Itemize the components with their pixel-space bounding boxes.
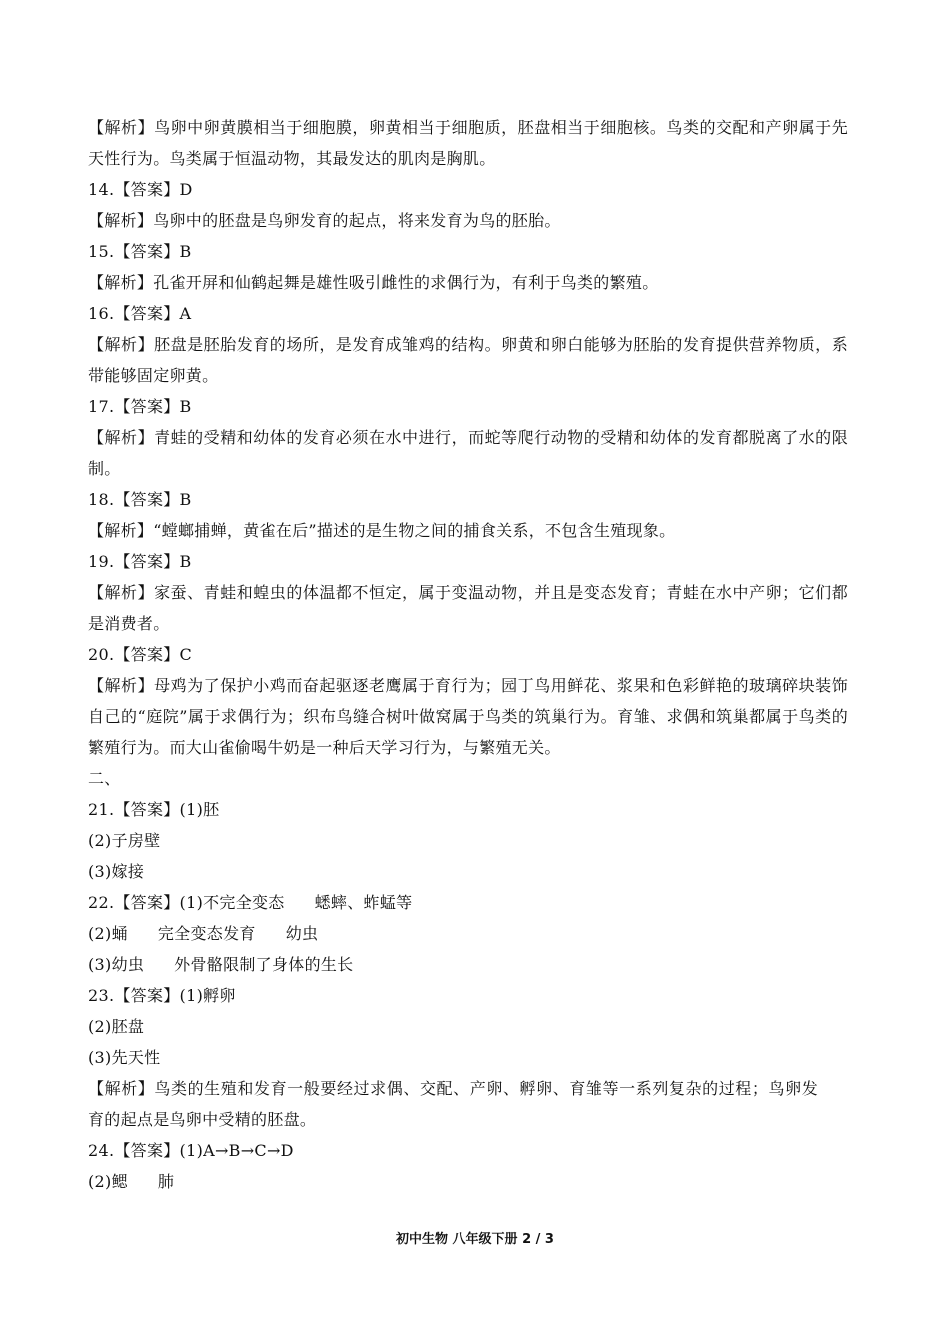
answer-18: 18.【答案】B (88, 490, 192, 509)
answer-21-3: (3)嫁接 (88, 862, 145, 881)
answer-22-2-a: (2)蛹 (88, 924, 128, 943)
answer-22-3 (88, 949, 848, 980)
answer-16: 16.【答案】A (88, 304, 192, 323)
answer-22-1-b: 蟋蟀、蚱蜢等 (314, 893, 413, 912)
analysis-14: 【解析】鸟卵中的胚盘是鸟卵发育的起点，将来发育为鸟的胚胎。 (88, 211, 561, 230)
analysis-16: 【解析】胚盘是胚胎发育的场所，是发育成雏鸡的结构。卵黄和卵白能够为胚胎的发育提供营养物质，系带能够固定卵黄。 (88, 335, 848, 385)
answer-24-1: 24.【答案】(1)A→B→C→D (88, 1141, 294, 1160)
analysis-20: 【解析】母鸡为了保护小鸡而奋起驱逐老鹰属于育行为；园丁鸟用鲜花、浆果和色彩鲜艳的玻璃碎块装饰自己的“庭院”属于求偶行为；织布鸟缝合树叶做窝属于鸟类的筑巢行为。育雏、求偶和筑巢都属于鸟类的繁殖行为。而大山雀偷喝牛奶是一种后天学习行为，与繁殖无关。 (88, 676, 848, 757)
analysis-18: 【解析】“螳螂捕蝉，黄雀在后”描述的是生物之间的捕食关系，不包含生殖现象。 (88, 521, 676, 540)
page-footer: 初中生物 八年级下册 2 / 3 (396, 1232, 554, 1247)
answer-24-2-b: 肺 (157, 1172, 175, 1191)
answer-19: 19.【答案】B (88, 552, 192, 571)
answer-22-2 (88, 918, 848, 949)
answer-14: 14.【答案】D (88, 180, 193, 199)
analysis-15: 【解析】孔雀开屏和仙鹤起舞是雄性吸引雌性的求偶行为，有利于鸟类的繁殖。 (88, 273, 659, 292)
answer-23-1: 23.【答案】(1)孵卵 (88, 986, 236, 1005)
answer-22-1 (88, 887, 848, 918)
answer-24-2-a: (2)鳃 (88, 1172, 128, 1191)
answer-22-1-a: 22.【答案】(1)不完全变态 (88, 893, 285, 912)
section-two-heading: 二、 (88, 769, 121, 788)
answer-content (88, 112, 848, 1197)
answer-23-2: (2)胚盘 (88, 1017, 145, 1036)
answer-24-2 (88, 1166, 848, 1197)
analysis-19: 【解析】家蚕、青蛙和蝗虫的体温都不恒定，属于变温动物，并且是变态发育；青蛙在水中产卵；它们都是消费者。 (88, 583, 848, 633)
answer-22-2-c: 幼虫 (285, 924, 319, 943)
analysis-17: 【解析】青蛙的受精和幼体的发育必须在水中进行，而蛇等爬行动物的受精和幼体的发育都脱离了水的限制。 (88, 428, 848, 478)
answer-17: 17.【答案】B (88, 397, 192, 416)
answer-23-3: (3)先天性 (88, 1048, 161, 1067)
analysis-paragraph: 【解析】鸟卵中卵黄膜相当于细胞膜，卵黄相当于细胞质，胚盘相当于细胞核。鸟类的交配和产卵属于先天性行为。鸟类属于恒温动物，其最发达的肌肉是胸肌。 (88, 118, 848, 168)
answer-15: 15.【答案】B (88, 242, 192, 261)
answer-21-1: 21.【答案】(1)胚 (88, 800, 220, 819)
answer-22-3-a: (3)幼虫 (88, 955, 145, 974)
answer-22-2-b: 完全变态发育 (157, 924, 256, 943)
answer-20: 20.【答案】C (88, 645, 193, 664)
answer-21-2: (2)子房壁 (88, 831, 161, 850)
analysis-23: 【解析】鸟类的生殖和发育一般要经过求偶、交配、产卵、孵卵、育雏等一系列复杂的过程；鸟卵发育的起点是鸟卵中受精的胚盘。 (88, 1079, 818, 1129)
answer-22-3-b: 外骨骼限制了身体的生长 (174, 955, 354, 974)
